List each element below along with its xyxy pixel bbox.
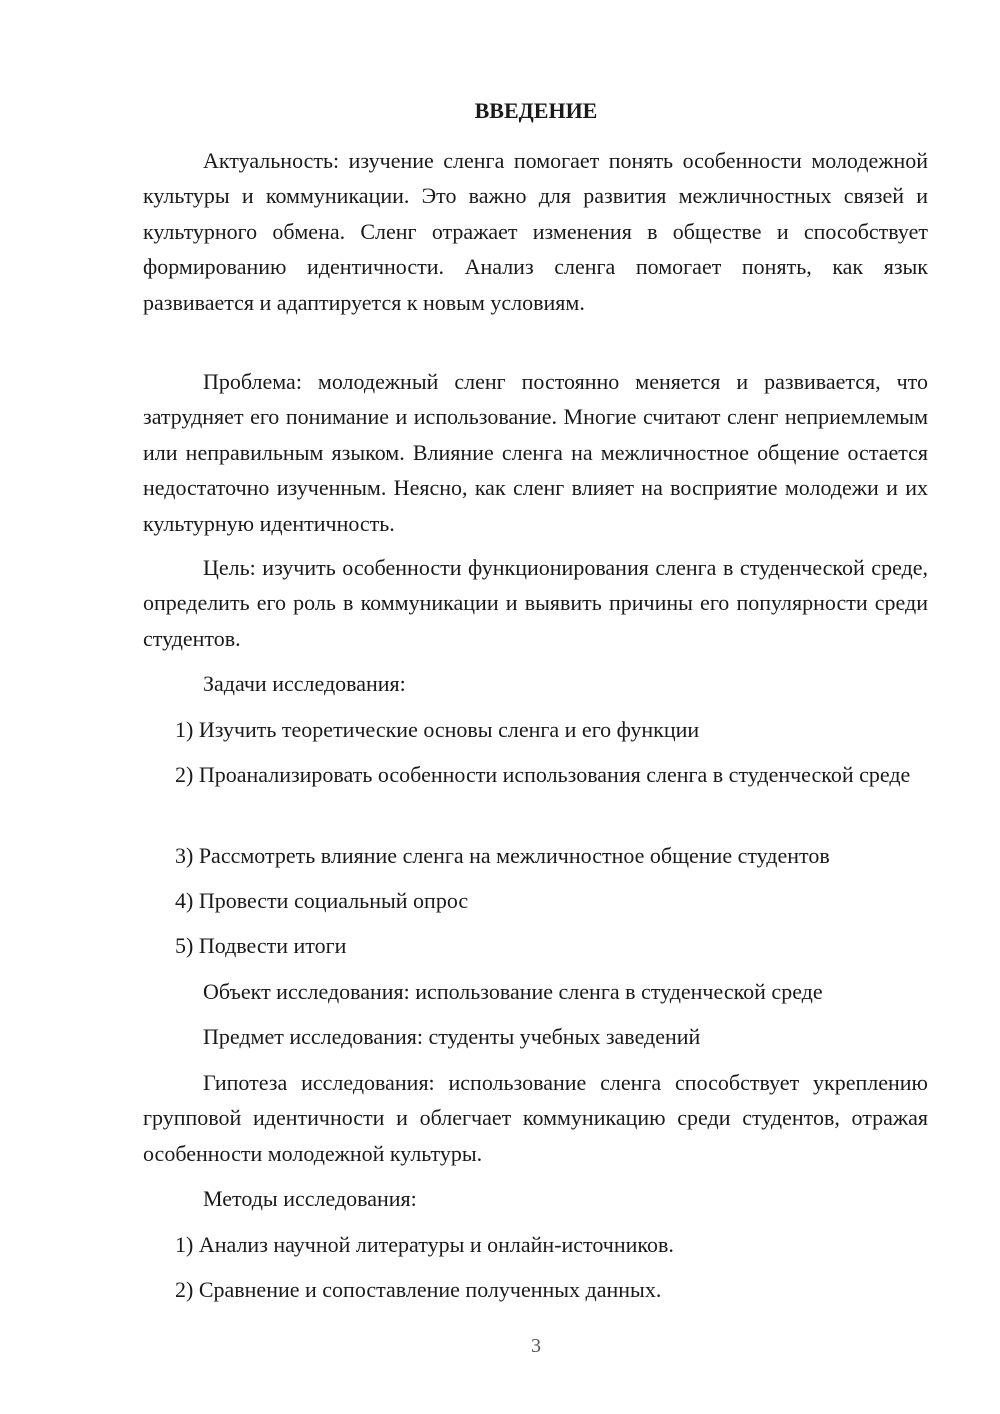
task-item: 1) Изучить теоретические основы сленга и его функции: [175, 717, 700, 742]
relevance-paragraph: Актуальность: изучение сленга помогает понять особенности молодежной культуры и коммуникации. Это важно для развития межличностных связей и культурного обмена. Сленг отражает изменения в обществе и способствует формированию идентичности. Анализ сленга помогает понять, как язык развивается и адаптируется к новым условиям.: [143, 148, 928, 315]
goal-paragraph: Цель: изучить особенности функционирования сленга в студенческой среде, определить его роль в коммуникации и выявить причины его популярности среди студентов.: [143, 555, 928, 651]
section-heading: ВВЕДЕНИЕ: [474, 98, 598, 123]
research-hypothesis: Гипотеза исследования: использование сленга способствует укреплению групповой идентичности и облегчает коммуникацию среди студентов, отражая особенности молодежной культуры.: [143, 1070, 928, 1166]
problem-paragraph: Проблема: молодежный сленг постоянно меняется и развивается, что затрудняет его понимание и использование. Многие считают сленг неприемлемым или неправильным языком. Влияние сленга на межличностное общение остается недостаточно изученным. Неясно, как сленг влияет на восприятие молодежи и их культурную идентичность.: [143, 369, 928, 536]
method-item: 1) Анализ научной литературы и онлайн-источников.: [175, 1232, 674, 1257]
method-item: 2) Сравнение и сопоставление полученных данных.: [175, 1277, 662, 1302]
task-item: 4) Провести социальный опрос: [175, 888, 469, 913]
task-item: 5) Подвести итоги: [175, 933, 347, 958]
research-subject: Предмет исследования: студенты учебных заведений: [203, 1024, 701, 1049]
methods-title: Методы исследования:: [203, 1186, 417, 1211]
task-item: 2) Проанализировать особенности использования сленга в студенческой среде: [175, 762, 911, 787]
task-item: 3) Рассмотреть влияние сленга на межличностное общение студентов: [175, 843, 830, 868]
tasks-title: Задачи исследования:: [203, 671, 406, 696]
research-object: Объект исследования: использование сленга в студенческой среде: [203, 979, 823, 1004]
page-number: 3: [531, 1335, 541, 1357]
